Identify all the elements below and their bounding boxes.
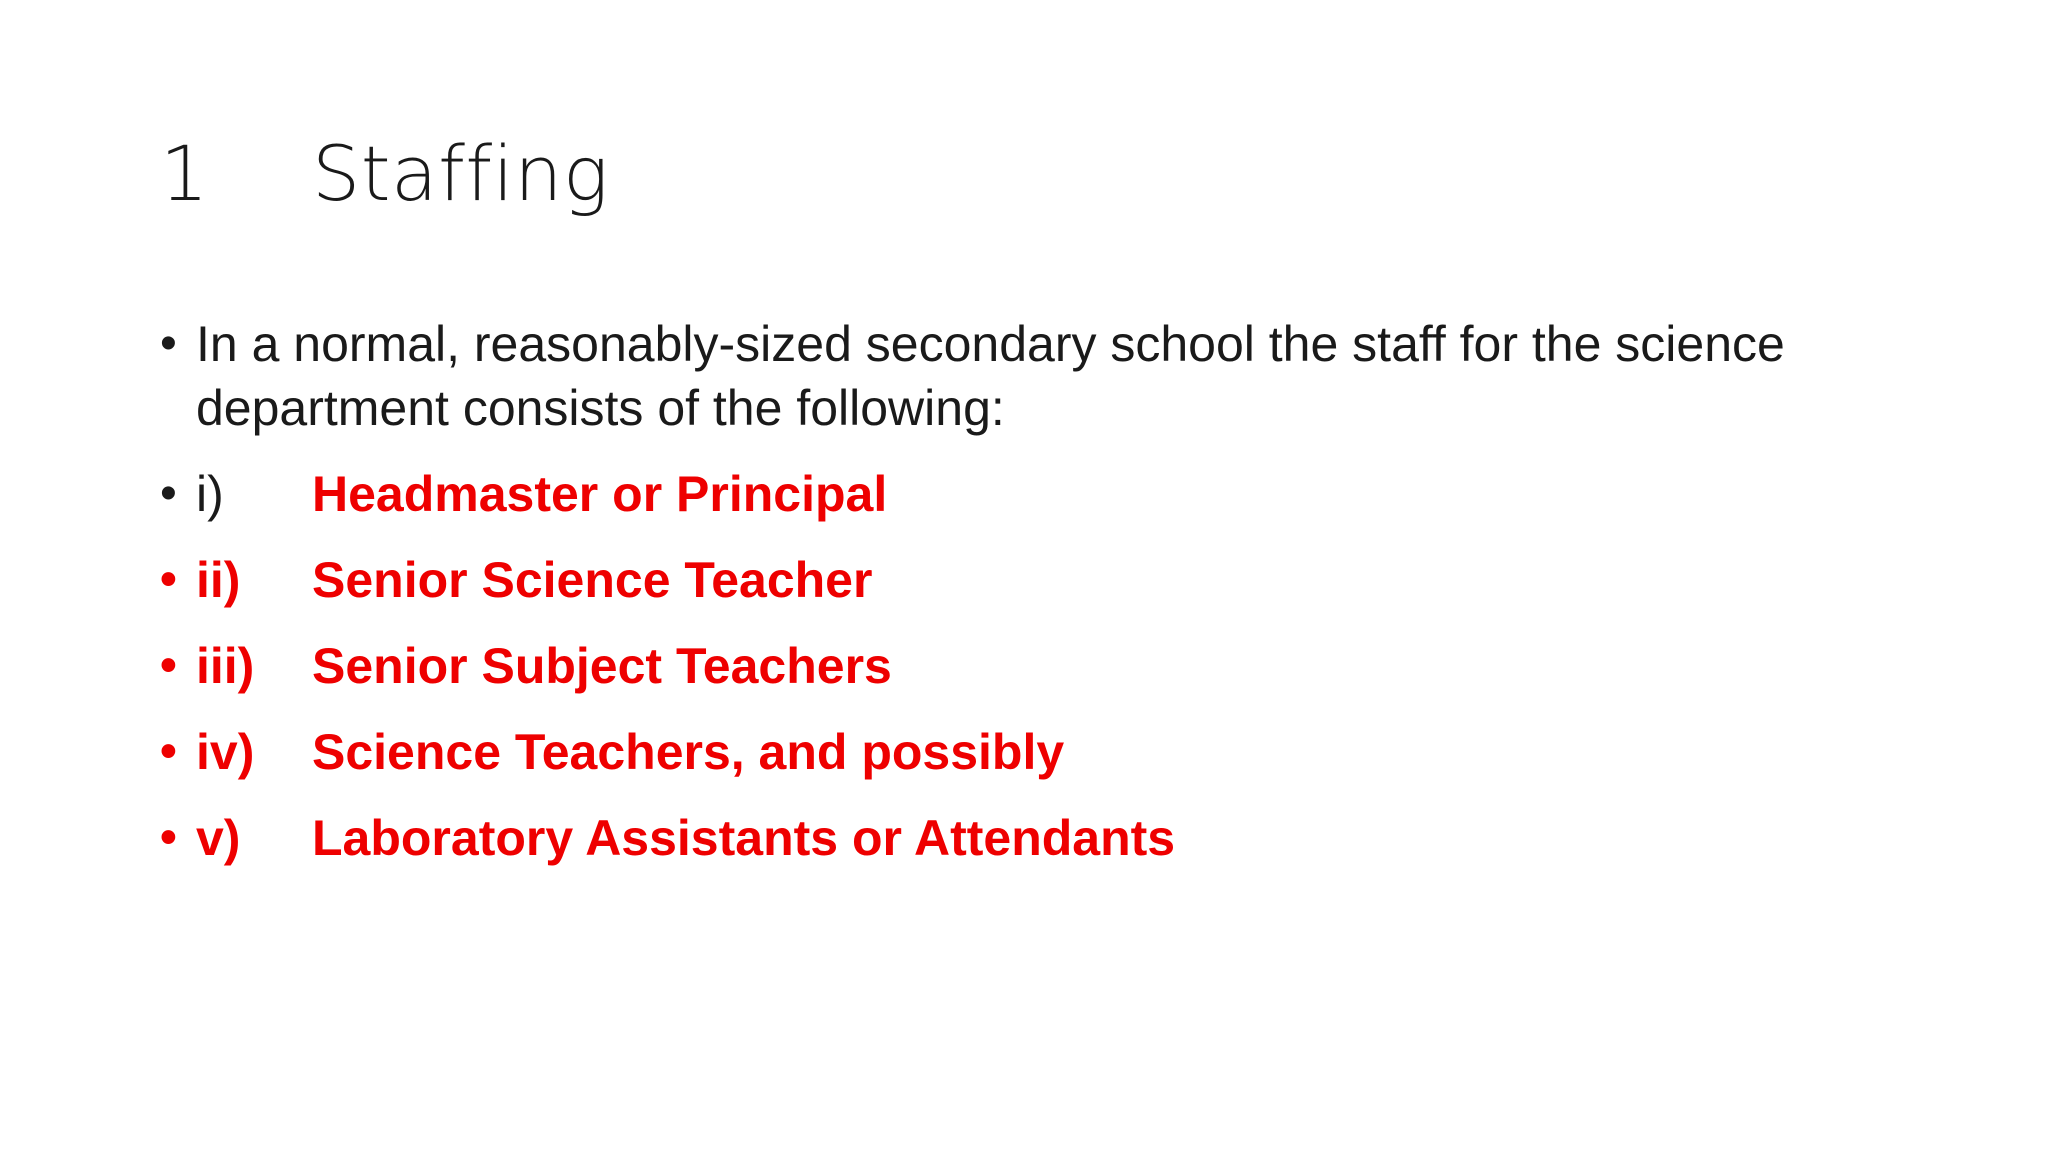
list-item [160,634,1920,698]
item-text: Science Teachers, and possibly [312,724,1065,780]
slide-title [160,118,609,228]
list-item [160,806,1920,870]
bullet-icon: • [160,317,177,370]
list-item [160,720,1920,784]
item-text: Headmaster or Principal [312,466,888,522]
item-marker: v) [196,810,241,866]
item-marker: ii) [196,552,241,608]
item-marker: iv) [196,724,255,780]
item-marker: iii) [196,638,255,694]
bullet-icon: • [160,467,177,520]
bullet-icon: • [160,811,177,864]
intro-text: In a normal, reasonably-sized secondary school the staff for the science department consists of the following: [196,316,1785,436]
list-item [160,548,1920,612]
title-text: Staffing [312,128,610,218]
item-text: Laboratory Assistants or Attendants [312,810,1176,866]
list-item [160,462,1920,526]
title-number: 1 [160,128,209,218]
bullet-icon: • [160,553,177,606]
bullet-icon: • [160,639,177,692]
bullet-list [160,312,1920,870]
item-marker: i) [196,466,224,522]
bullet-intro [160,312,1920,440]
item-text: Senior Subject Teachers [312,638,892,694]
bullet-icon: • [160,725,177,778]
item-text: Senior Science Teacher [312,552,873,608]
